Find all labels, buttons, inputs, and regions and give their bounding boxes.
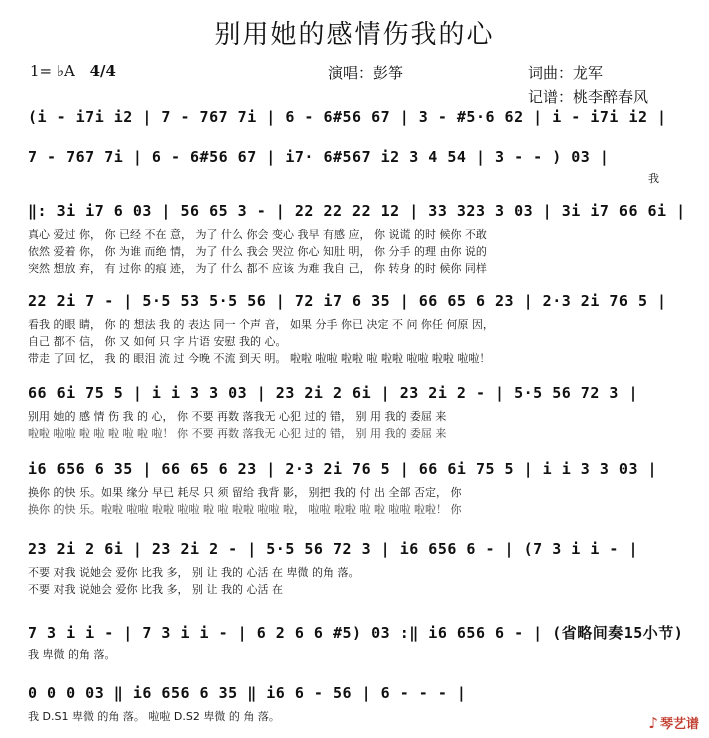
- lyric-line: 我 卑微 的角 落。: [28, 648, 116, 661]
- lyric-line: 啦啦 啦啦 啦 啦 啦 啦 啦 啦！ 你 不要 再数 落我无 心犯 过的 错， 别 用 我的 委屈 来: [28, 427, 447, 440]
- notation-line: 0 0 0 03 ‖ i6 656 6 35 ‖ i6 6 - 56 | 6 - - - |: [28, 684, 467, 702]
- notation-line: 7 - 767 7i | 6 - 6#56 67 | i7· 6#567 i2 3 4 54 | 3 - - ) 03 |: [28, 148, 610, 166]
- arranger-credit: 记谱：桃李醉春风: [528, 88, 649, 106]
- notation-line: 7 3 i i - | 7 3 i i - | 6 2 6 6 #5) 03 :‖ i6 656 6 - | (省略间奏15小节): [28, 624, 684, 642]
- key-signature: [30, 62, 116, 80]
- notation-line: (i - i7i i2 | 7 - 767 7i | 6 - 6#56 67 | 3 - #5·6 62 | i - i7i i2 |: [28, 108, 667, 126]
- lyric-line: 换你 的快 乐。如果 缘分 早已 耗尽 只 须 留给 我背 影， 别把 我的 付 出 全部 否定， 你: [28, 486, 462, 499]
- notation-line: 22 2i 7 - | 5·5 53 5·5 56 | 72 i7 6 35 | 66 65 6 23 | 2·3 2i 76 5 |: [28, 292, 667, 310]
- lyric-line: 不要 对我 说她会 爱你 比我 多， 别 让 我的 心活 在 卑微 的角 落。: [28, 566, 360, 579]
- lyric-line: 依然 爱着 你， 你 为谁 而绝 情， 为了 什么 我会 哭泣 你心 知肚 明， 你 分手 的理 由你 说的: [28, 245, 487, 258]
- composer-credit: 词曲：龙军: [528, 64, 604, 82]
- lyric-line: 换你 的快 乐。啦啦 啦啦 啦啦 啦啦 啦 啦 啦啦 啦啦 啦， 啦啦 啦啦 啦 啦 啦啦 啦啦！ 你: [28, 503, 462, 516]
- lyric-line: 带走 了回 忆， 我 的 眼泪 流 过 今晚 不流 到天 明。 啦啦 啦啦 啦啦 啦 啦啦 啦啦 啦啦 啦啦！: [28, 352, 491, 365]
- notation-line: ‖: 3i i7 6 03 | 56 65 3 - | 22 22 22 12 | 33 323 3 03 | 3i i7 66 6i |: [28, 202, 686, 220]
- lyric-line: 我 D.S1 卑微 的角 落。 啦啦 D.S2 卑微 的 角 落。: [28, 710, 280, 723]
- lyric-line: 看我 的眼 睛， 你 的 想法 我 的 表达 同一 个声 音， 如果 分手 你已 决定 不 问 你任 何原 因，: [28, 318, 494, 331]
- time-signature: 4/4: [89, 62, 116, 80]
- notation-line: 66 6i 75 5 | i i 3 3 03 | 23 2i 2 6i | 23 2i 2 - | 5·5 56 72 3 |: [28, 384, 638, 402]
- watermark-text: 琴艺谱: [659, 717, 699, 732]
- lyric-line: 我: [648, 172, 659, 185]
- lyric-line: 不要 对我 说她会 爱你 比我 多， 别 让 我的 心活 在: [28, 583, 283, 596]
- singer-credit: 演唱：彭筝: [328, 64, 404, 82]
- lyric-line: 自己 都不 信， 你 又 如何 只 字 片语 安慰 我的 心。: [28, 335, 287, 348]
- song-title: 别用她的感情伤我的心: [214, 20, 495, 50]
- lyric-line: 真心 爱过 你， 你 已经 不在 意， 为了 什么 你会 变心 我早 有感 应， 你 说谎 的时 候你 不敢: [28, 228, 487, 241]
- lyric-line: 别用 她的 感 情 伤 我 的 心， 你 不要 再数 落我无 心犯 过的 错， 别 用 我的 委屈 来: [28, 410, 447, 423]
- lyric-line: 突然 想放 弃， 有 过你 的痕 迹， 为了 什么 都不 应该 为难 我自 己， 你 转身 的时 候你 同样: [28, 262, 487, 275]
- music-note-icon: ♪: [648, 714, 658, 732]
- watermark-logo: [648, 713, 699, 732]
- notation-line: i6 656 6 35 | 66 65 6 23 | 2·3 2i 76 5 | 66 6i 75 5 | i i 3 3 03 |: [28, 460, 658, 478]
- notation-line: 23 2i 2 6i | 23 2i 2 - | 5·5 56 72 3 | i6 656 6 - | (7 3 i i - |: [28, 540, 638, 558]
- key-label: 1= ♭A: [30, 62, 75, 80]
